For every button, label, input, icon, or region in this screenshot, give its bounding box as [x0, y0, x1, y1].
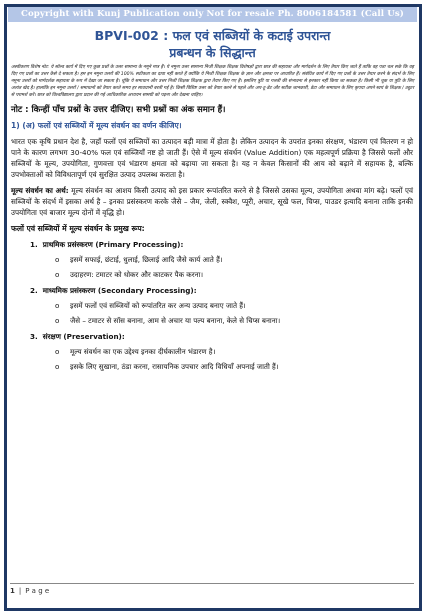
section-primary [8, 240, 417, 280]
document-title [8, 27, 417, 61]
footer-separator: | [18, 587, 22, 595]
question-heading: 1) (अ) फलों एवं सब्जियों में मूल्य संवर्धन का वर्णन कीजिए। [11, 120, 182, 130]
bullet-text: जैसे – टमाटर से सॉस बनाना, आम से अचार या पल्प बनाना, केले से चिप्स बनाना। [70, 315, 281, 325]
bullet-marker: o [55, 361, 60, 371]
meaning-paragraph [8, 185, 417, 218]
list-item [8, 269, 417, 280]
section-heading [8, 286, 417, 296]
meaning-label: मूल्य संवर्धन का अर्थ: [11, 185, 69, 195]
forms-heading: फलों एवं सब्जियों में मूल्य संवर्धन के प्रमुख रूप: [11, 223, 145, 233]
list-item [8, 300, 417, 311]
section-heading [8, 332, 417, 342]
bullet-marker: o [55, 315, 60, 325]
list-item [8, 346, 417, 357]
list-item [8, 361, 417, 372]
disclaimer-text: अस्वीकरण विशेष नोट: ये सॉल्व कार्य में दिए गए कुछ प्रश्नों के उत्तर सामान्य के नमूने मात्र हैं। ये नमूना उत्तर सामान्य निजी शिक्षक शिक्षक विशेषज्ञों द्वारा छात्र की सहायता और मार्गदर्शन के लिए तैयार किए जाते हैं ताकि वह पता चल सके कि वह दिए गए प्रश्नों का उत्तर कैसे दे सकता है। हम इन नमूना उत्तरों की 100% सटीकता का दावा नहीं करते हैं क्योंकि ये निजी शिक्षक शिक्षक के ज्ञान और क्षमता पर आधारित हैं। संबंधित कार्य में दिए गए प्रश्नों के उत्तर तैयार करने के संदर्भ के लिए नमूना उत्तरों को मार्गदर्शक सहायता के रूप में देखा जा सकता है। चूंकि ये समाधान और उत्तर निजी शिक्षक शिक्षक द्वारा तैयार किए गए हैं। इसलिए त्रुटि या गलती की संभावना से इनकार नहीं किया जा सकता है। किसी भी चूक या त्रुटि के लिए अत्यंत खेद है। हालांकि इन नमूना उत्तरों / समाधानों को तैयार करते समय हर सावधानी बरती गई है। किसी विशिष्ट उत्तर को तैयार करने से पहले और अप-टू-डेट और सटीक जानकारी, डेटा और समाधान के लिए कृपया अपने स्वयं के शिक्षक / ट्यूटर से परामर्श करें। छात्र को विश्वविद्यालय द्वारा प्रदान की गई आधिकारिक अध्ययन सामग्री को पढ़ना और देखना चाहिए। [11, 65, 414, 98]
section-title: माध्यमिक प्रसंस्करण (Secondary Processing): [42, 285, 197, 295]
bullet-marker: o [55, 269, 60, 279]
section-number: 1. [30, 239, 38, 249]
section-number: 2. [30, 285, 38, 295]
section-number: 3. [30, 331, 38, 341]
list-item [8, 254, 417, 265]
page-label: P a g e [25, 587, 50, 595]
page-content [8, 7, 417, 372]
bullet-marker: o [55, 346, 60, 356]
bullet-text: इसमें सफाई, छंटाई, धुलाई, छिलाई आदि जैसे कार्य आते हैं। [70, 254, 223, 264]
exam-note: नोट : किन्हीं पाँच प्रश्नों के उत्तर दीजिए। सभी प्रश्नों का अंक समान हैं। [11, 104, 226, 115]
section-title: संरक्षण (Preservation): [42, 331, 125, 341]
page-number: 1 [10, 587, 15, 595]
bullet-text: इसके लिए सुखाना, ठंडा करना, रासायनिक उपचार आदि विधियाँ अपनाई जाती हैं। [70, 361, 279, 371]
bullet-text: मूल्य संवर्धन का एक उद्देश्य इनका दीर्घकालीन भंडारण है। [70, 346, 216, 356]
copyright-banner: Copyright with Kunj Publication only Not for resale Ph. 8006184581 (Call Us) [8, 7, 417, 22]
section-preservation [8, 332, 417, 372]
section-secondary [8, 286, 417, 326]
title-line-2: प्रबन्धन के सिद्धान्त [169, 45, 256, 60]
intro-paragraph: भारत एक कृषि प्रधान देश है, जहाँ फलों एवं सब्जियों का उत्पादन बड़ी मात्रा में होता है। लेकिन उत्पादन के उपरांत इनका संरक्षण, भंडारण एवं वितरण न हो पाने के कारण लगभग 30-40% फल एवं सब्जियाँ नष्ट हो जाती हैं। ऐसे में मूल्य संवर्धन (Value Addition) एक महत्वपूर्ण प्रक्रिया है जिससे फलों और सब्जियों के मूल्य, उपयोगिता, गुणवत्ता एवं भंडारण क्षमता को बढ़ाया जा सकता है। यह न केवल किसानों की आय को बढ़ाने में सहायक है, बल्कि उपभोक्ताओं को विविधतापूर्ण एवं सुरक्षित उत्पाद उपलब्ध कराता है। [11, 136, 413, 179]
bullet-marker: o [55, 300, 60, 310]
section-heading [8, 240, 417, 250]
meaning-text: मूल्य संवर्धन का आशय किसी उत्पाद को इस प्रकार रूपांतरित करने से है जिससे उसका मूल्य, उपयोगिता अथवा मांग बढ़े। फलों एवं सब्जियों के संदर्भ में इसका अर्थ है – इनका प्रसंस्करण करके जैसे – जैम, जेली, स्क्वैश, प्यूरी, अचार, सूखे फल, चिप्स, पाउडर इत्यादि बनाना ताकि इनकी उपयोगिता एवं बाजार मूल्य दोनों में वृद्धि हो। [11, 185, 413, 217]
page-footer [10, 583, 414, 595]
bullet-text: उदाहरण: टमाटर को धोकर और काटकर पैक करना। [70, 269, 204, 279]
list-item [8, 315, 417, 326]
bullet-text: इसमें फलों एवं सब्जियों को रूपांतरित कर अन्य उत्पाद बनाए जाते हैं। [70, 300, 246, 310]
title-line-1: BPVI-002 : फल एवं सब्जियों के कटाई उपरान्त [94, 28, 331, 43]
bullet-marker: o [55, 254, 60, 264]
section-title: प्राथमिक प्रसंस्करण (Primary Processing): [42, 239, 184, 249]
